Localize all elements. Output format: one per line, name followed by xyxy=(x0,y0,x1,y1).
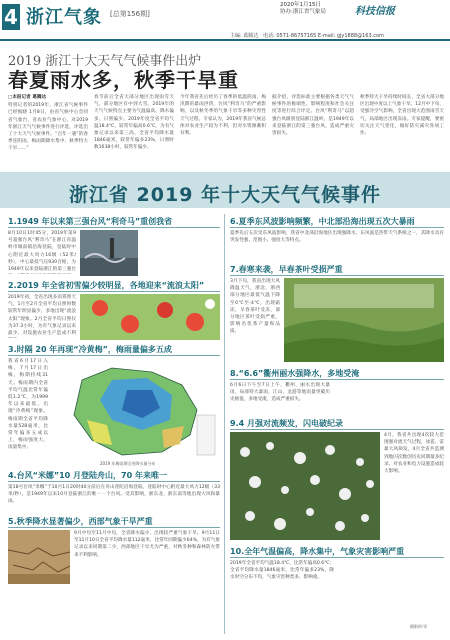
header-credits xyxy=(230,32,384,39)
editor-credit: 主编: 葛腾达 xyxy=(230,33,259,39)
event-6-text: 夏季先后五次受东风波影响，我省中北部沿海地区出现强降水。东风波是热带天气系统之一，其降水具有突发性强、范围小、强度大等特点。 xyxy=(230,231,444,244)
column-divider xyxy=(224,214,225,634)
event-3-rule xyxy=(8,355,220,356)
event-2-rule xyxy=(8,291,220,292)
event-4-rule xyxy=(8,481,220,482)
event-9-rule xyxy=(230,429,444,430)
event-1-title: 1.1949 年以来第三强台风“利奇马”重创我省 xyxy=(8,217,173,226)
event-10-title: 10.全年气温偏高，降水集中，气象灾害影响严重 xyxy=(230,547,405,556)
event-8-title: 8.“6.6”衢州丽水强降水，多地受淹 xyxy=(230,369,360,378)
event-5-text: 9月中旬至11月中旬，全省降水偏少，出现较严重气象干旱。9月11日至11月10日全省平均降水量112毫米，比常年同期偏少64%，为有气象记录以来同期第二少，西部地区干旱尤为严重，对秋冬种和森林防火带来不利影响。 xyxy=(74,531,220,558)
article-kicker: 2019 浙江十大天气气候事件出炉 xyxy=(8,54,202,69)
article-headline: 春夏雨水多，秋季干旱重 xyxy=(8,68,239,92)
event-8-text-cont xyxy=(336,382,444,412)
event-10-text: 2019年全省平均气温18.4℃，比常年偏高0.6℃；全省平均降水量1846毫米，比常年偏多23%，降水时空分布不均，气象灾害种类多、影响重。 xyxy=(230,561,334,581)
event-3-text: 我省6月17日入梅，7月17日出梅，梅期持续31天。梅雨期内全省平均气温比常年偏低1.2℃，为1999年以来最低，出现“冷黄梅”现象。梅雨期全省平均降水量528毫米，比常年偏多五成以上，梅雨强度大，雨量集中。 xyxy=(8,359,48,451)
article-col-2: 春节前后全省大部分地区出现雨雪天气，部分地区有中到大雪。2019年的天气气候特点主要为气温偏高、降水偏多、日照偏少。2019年度全省平均气温18.4℃，较常年偏高0.6℃，为有气象记录以来第三高，全省平均降水量1846毫米，较常年偏多23%，日照时数1638小时，较常年偏少。 xyxy=(94,95,174,151)
section-title: 浙江气象 xyxy=(26,7,102,28)
banner-title: 浙江省 2019 年十大天气气候事件 xyxy=(68,184,382,206)
header-date-block xyxy=(280,2,326,16)
edition-number: [总第156期] xyxy=(110,10,150,18)
page-number: 4 xyxy=(2,4,20,30)
event-1-rule xyxy=(8,227,220,228)
header-rule xyxy=(0,39,450,41)
event-9-title: 9.4 月强对流频发，闪电破纪录 xyxy=(230,419,343,428)
article-col-4: 据介绍，评选标准主要根据各类天气气候事件的极端性、影响程度和社会关注度等进行综合评定。台风“利奇马”以超强台风级别登陆浙江温岭，是1949年以来登陆浙江的第三强台风，造成严重灾害损失。 xyxy=(272,95,354,137)
event-1-text-cont xyxy=(142,230,220,274)
event-7-title: 7.春寒来袭，早春茶叶受损严重 xyxy=(230,265,343,274)
event-4-text: 第18号台风“米娜”于10月1日20时40分前后在舟山普陀沿海登陆，登陆时中心附近最大风力12级（33米/秒），是1949年以来10月登陆浙江的唯一一个台风。受其影响，浙东北、浙东南等地出现大风和暴雨。 xyxy=(8,485,220,505)
contact-info: 电话: 0571-86757165 E-mail: gjy1888@163.com xyxy=(263,33,384,39)
event-6-rule xyxy=(230,227,444,228)
co-organizer: 协办:浙江省气象局 xyxy=(280,9,326,15)
article-col-5: 秋季特大干旱持续时间长，全省大部分地区出现中度以上气象干旱。12月中下旬，受强冷空气影响，全省出现大范围雨雪天气，局部地区出现冻雨。专家提醒，要密切关注天气变化，做好防灾减灾各项工作。 xyxy=(360,95,444,137)
event-5-photo xyxy=(8,530,70,584)
event-2-photo xyxy=(80,294,220,340)
event-3-rain-map xyxy=(52,360,220,460)
article-col-3: 今年我省先后经历了春季的低温阴雨、梅汛期的暴雨洪涝、台风“利奇马”的严重影响，以及秋冬季的气象干旱等多种灾害性天气过程。专家认为，2019年我省气候总体对农业生产较为不利，但对水资源蓄积有利。 xyxy=(180,95,266,137)
event-3-title: 3.时隔 20 年再现“冷黄梅”，梅雨量偏多五成 xyxy=(8,345,172,354)
event-1-text: 8月10日1时45分，2019年第9号超强台风“利奇马”在浙江省温岭市城南镇沿海登陆，登陆时中心附近最大风力16级（52米/秒），中心最低气压930百帕，为1949年以来登陆浙江的第三强台 xyxy=(8,231,76,273)
article-col-1 xyxy=(8,94,88,166)
event-5-rule xyxy=(8,527,220,528)
article-byline: □本报记者 葛腾达 xyxy=(8,95,47,100)
event-8-rule xyxy=(230,379,444,380)
photo-credit: 摄影/叶军 xyxy=(410,624,428,629)
article-col-1-text: 特别记者的2019年，浙江省气候事件已经揭晓 1月8日，由省气候中心会同省气象台、省农业气象中心，对2019 年浙江天气气候事件进行评选，评选出了十大天气气候事件。“百年一遇”的春季连阴雨、梅雨期降水集中、秋季特大干旱……” xyxy=(8,103,88,152)
event-6-title: 6.夏季东风波影响频繁，中北部沿海出现五次大暴雨 xyxy=(230,217,415,226)
event-7-text: 3月下旬，我省出现大风降温天气，浙北、浙西部分地区最低气温下降至0℃至-4℃，出现霜冻，早春茶叶受冻，部分地区茶叶受损严重，影响名优茶产量和品质。 xyxy=(230,279,280,335)
event-2-text: 2019年初，全省出现多雨寡照天气，1月至2月全省平均日照时数较常年明显偏少，多地出现“流浪太阳”现象。2月全省平均日照仅为37.3小时，为有气象记录以来最少，对设施农业生产造成不利 xyxy=(8,295,76,337)
event-10-rule xyxy=(230,557,444,558)
event-8-text: 6月6日下午至7日上午，衢州、丽水出现大暴雨，局部特大暴雨，江山、龙游等地雨量突破历史极值，多地受淹，造成严重损失。 xyxy=(230,383,330,403)
event-2-title: 2.2019 年全省初雪偏少较明显，各地迎来“流浪太阳” xyxy=(8,281,205,290)
event-10-text-cont xyxy=(340,560,444,620)
paper-logo: 科技信报 xyxy=(355,6,395,17)
map-caption: 2019 年梅雨期全省降水量分布 xyxy=(100,461,156,466)
event-9-text: 4月，我省共出现4次较大范围强对流天气过程，冰雹、雷暴大风频发，4月全省共监测到地闪次数创历史同期最多纪录，对农业和电力设施造成较大影响。 xyxy=(384,433,444,475)
event-7-photo xyxy=(284,278,444,362)
masthead xyxy=(0,0,450,44)
event-4-title: 4.台风“米娜”10 月登陆舟山，70 年来唯一 xyxy=(8,471,167,480)
event-1-photo xyxy=(80,230,138,276)
event-7-rule xyxy=(230,275,444,276)
event-9-hail-photo xyxy=(230,432,380,540)
issue-date: 2020年1月15日 xyxy=(280,2,321,8)
event-5-title: 5.秋季降水显著偏少，西部气象干旱严重 xyxy=(8,517,153,526)
